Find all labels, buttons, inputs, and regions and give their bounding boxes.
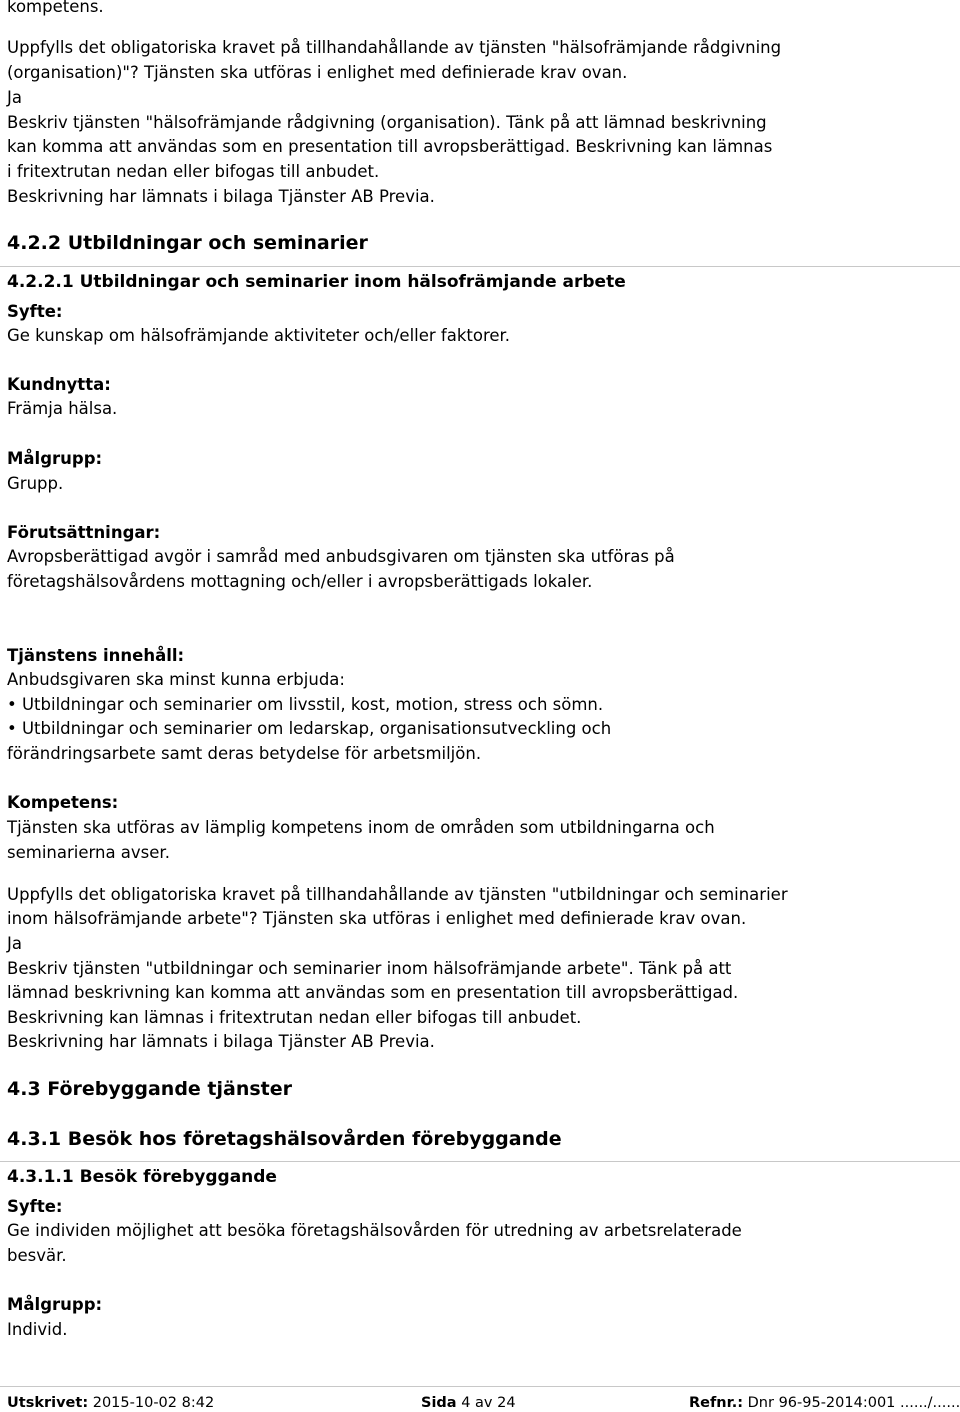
malgrupp-text: Individ. — [7, 1320, 68, 1339]
kundnytta-label: Kundnytta: — [7, 375, 111, 394]
footer-printed-value: 2015-10-02 8:42 — [92, 1395, 215, 1411]
forutsattningar-text: företagshälsovårdens mottagning och/eller i avropsberättigads lokaler. — [7, 572, 593, 591]
section-heading: 4.2.2 Utbildningar och seminarier — [7, 232, 368, 254]
divider — [0, 266, 960, 267]
description-text: Beskriv tjänsten "hälsofrämjande rådgivning (organisation). Tänk på att lämnad beskrivning — [7, 113, 767, 132]
footer-printed-label: Utskrivet: — [7, 1395, 89, 1411]
list-item-continuation: förändringsarbete samt deras betydelse för arbetsmiljön. — [7, 744, 482, 763]
forutsattningar-text: Avropsberättigad avgör i samråd med anbudsgivaren om tjänsten ska utföras på — [7, 547, 675, 566]
footer-page-label: Sida — [421, 1395, 457, 1411]
kompetens-text: seminarierna avser. — [7, 843, 170, 862]
description-text: Beskriv tjänsten "utbildningar och seminarier inom hälsofrämjande arbete". Tänk på att — [7, 959, 732, 978]
list-item: • Utbildningar och seminarier om ledarskap, organisationsutveckling och — [7, 719, 611, 739]
answer-text: Ja — [7, 88, 22, 107]
requirement-question: inom hälsofrämjande arbete"? Tjänsten ska utföras i enlighet med definierade krav ovan. — [7, 909, 747, 928]
attachment-text: Beskrivning har lämnats i bilaga Tjänster AB Previa. — [7, 1032, 435, 1051]
syfte-text: Ge individen möjlighet att besöka företagshälsovården för utredning av arbetsrelaterade — [7, 1221, 742, 1240]
requirement-question: Uppfylls det obligatoriska kravet på tillhandahållande av tjänsten "hälsofrämjande rådgivning — [7, 38, 782, 57]
innehall-label: Tjänstens innehåll: — [7, 646, 185, 665]
footer-page-value: 4 av 24 — [461, 1395, 516, 1411]
answer-text: Ja — [7, 934, 22, 953]
syfte-label: Syfte: — [7, 1197, 63, 1216]
malgrupp-text: Grupp. — [7, 474, 64, 493]
malgrupp-label: Målgrupp: — [7, 449, 103, 468]
requirement-question: (organisation)"? Tjänsten ska utföras i enlighet med definierade krav ovan. — [7, 63, 628, 82]
subsection-heading: 4.3.1.1 Besök förebyggande — [7, 1167, 277, 1187]
innehall-intro: Anbudsgivaren ska minst kunna erbjuda: — [7, 670, 345, 689]
divider — [0, 1161, 960, 1162]
description-text: i fritextrutan nedan eller bifogas till anbudet. — [7, 162, 380, 181]
requirement-question: Uppfylls det obligatoriska kravet på tillhandahållande av tjänsten "utbildningar och seminarier — [7, 885, 788, 904]
subsection-heading: 4.3.1 Besök hos företagshälsovården förebyggande — [7, 1128, 562, 1150]
body-text: kompetens. — [7, 0, 104, 16]
footer-page — [421, 1394, 516, 1412]
syfte-text: Ge kunskap om hälsofrämjande aktiviteter och/eller faktorer. — [7, 326, 511, 345]
forutsattningar-label: Förutsättningar: — [7, 523, 161, 542]
kompetens-label: Kompetens: — [7, 793, 119, 812]
syfte-label: Syfte: — [7, 302, 63, 321]
section-heading: 4.3 Förebyggande tjänster — [7, 1078, 293, 1100]
description-text: Beskrivning kan lämnas i fritextrutan nedan eller bifogas till anbudet. — [7, 1008, 582, 1027]
list-item: • Utbildningar och seminarier om livsstil, kost, motion, stress och sömn. — [7, 695, 603, 715]
footer-printed — [7, 1394, 214, 1412]
footer-ref-value: Dnr 96-95-2014:001 ....../...... — [747, 1395, 960, 1411]
syfte-text: besvär. — [7, 1246, 67, 1265]
footer-divider — [0, 1386, 960, 1387]
kompetens-text: Tjänsten ska utföras av lämplig kompetens inom de områden som utbildningarna och — [7, 818, 715, 837]
footer-ref-label: Refnr.: — [689, 1395, 744, 1411]
malgrupp-label: Målgrupp: — [7, 1295, 103, 1314]
description-text: lämnad beskrivning kan komma att användas som en presentation till avropsberättigad. — [7, 983, 739, 1002]
attachment-text: Beskrivning har lämnats i bilaga Tjänster AB Previa. — [7, 187, 435, 206]
subsection-heading: 4.2.2.1 Utbildningar och seminarier inom hälsofrämjande arbete — [7, 272, 626, 292]
description-text: kan komma att användas som en presentation till avropsberättigad. Beskrivning kan lämnas — [7, 137, 773, 156]
kundnytta-text: Främja hälsa. — [7, 399, 118, 418]
footer-ref — [689, 1394, 960, 1412]
